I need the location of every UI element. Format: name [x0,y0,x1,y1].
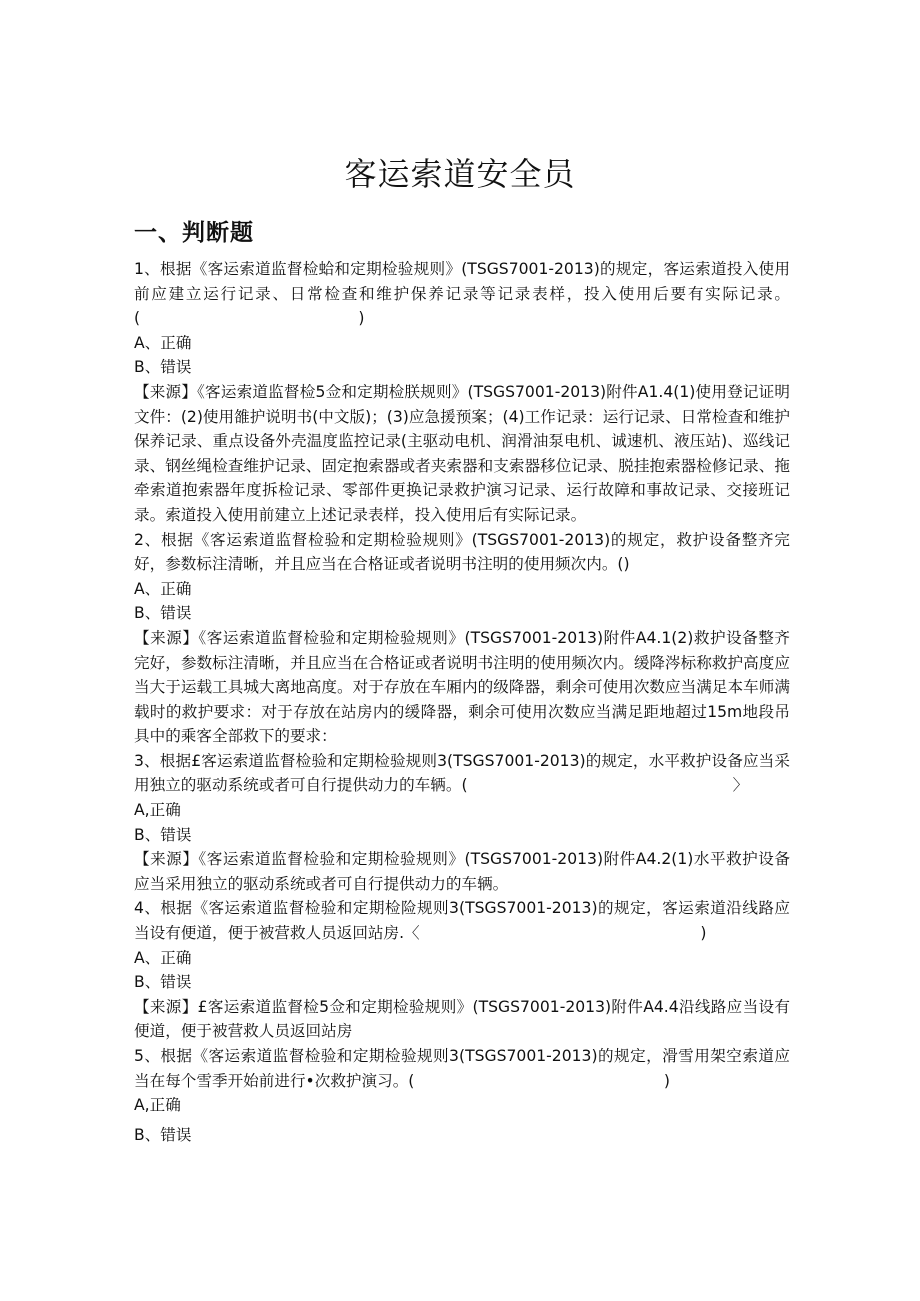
section-heading: 一、判断题 [134,220,254,246]
question-2-source: 【来源】《客运索道监督检验和定期检验规则》(TSGS7001-2013)附件A4.1(2)救护设备整齐完好，参数标注清晰，并且应当在合格证或者说明书注明的使用频次内。缓降涔标称救护高度应当大于运载工具城大离地高度。对于存放在车厢内的级降器，剩余可使用次数应当满足本车师满载时的救护要求：对于存放在站房内的缓降器，剩余可使用次数应当满足距地超过15m地段吊具中的乘客全部救下的要求： [134,628,790,746]
question-3-stem: 3、根据£客运索道监督检验和定期检验规则3(TSGS7001-2013)的规定，水平救护设备应当采用独立的驱动系统或者可自行提供动力的车辆。( 〉 [134,751,790,795]
question-2-stem: 2、根据《客运索道监督检验和定期检验规则》(TSGS7001-2013)的规定，救护设备整齐完好，参数标注清晰，并且应当在合格证或者说明书注明的使用频次内。() [134,530,790,574]
question-5-option-b: B、错误 [134,1125,192,1144]
question-2-option-a: A、正确 [134,579,192,598]
question-5-stem: 5、根据《客运索道监督检验和定期检验规则3(TSGS7001-2013)的规定，滑雪用架空索道应当在每个雪季开始前进行•次救护演习。( ) [134,1047,790,1090]
question-4-source: 【来源】£客运索道监督检5佥和定期检验规则》(TSGS7001-2013)附件A4.4沿线路应当设有便道，便于被营救人员返回站房 [134,997,790,1041]
document-title: 客运索道安全员 [344,155,576,193]
question-1-option-a: A、正确 [134,333,192,352]
question-4-stem: 4、根据《客运索道监督检验和定期检险规则3(TSGS7001-2013)的规定，客运索道沿线路应当设有便道，便于被营救人员返回站房.〈 ) [134,899,790,943]
question-3-option-a: A,正确 [134,801,181,820]
question-3-option-b: B、错误 [134,825,192,844]
question-4-option-a: A、正确 [134,948,192,967]
question-1-option-b: B、错误 [134,358,192,377]
question-list [134,257,790,1147]
question-2-option-b: B、错误 [134,604,192,623]
question-3-source: 【来源】《客运索道监督检验和定期检验规则》(TSGS7001-2013)附件A4.2(1)水平救护设备应当采用独立的驱动系统或者可自行提供动力的车辆。 [134,850,790,893]
question-5-option-a: A,正确 [134,1096,181,1115]
question-1-stem: 1、根据《客运索道监督检蛤和定期检验规则》(TSGS7001-2013)的规定，客运索道投入使用前应建立运行记录、日常检查和维护保养记录等记录表样，投入使用后要有实际记录。( ) [134,260,790,328]
question-4-option-b: B、错误 [134,973,192,992]
question-1-source: 【来源】《客运索道监督检5佥和定期检朕规则》(TSGS7001-2013)附件A1.4(1)使用登记证明文件：(2)使用雒护说明书(中文版)；(3)应急援预案；(4)工作记录：运行记录、日常检查和维护保养记录、重点设备外壳温度监控记录(主驱动电机、润滑油泵电机、诚速机、液压站)、巡线记录、钢丝绳检查维护记录、固定抱索器或者夹索器和支索器移位记录、脱挂抱索器检修记录、拖牵索道抱索器年度拆检记录、零部件更换记录救护演习记录、运行故障和事故记录、交接班记录。索道投入使用前建立上述记录表样，投入使用后有实际记录。 [134,382,790,524]
